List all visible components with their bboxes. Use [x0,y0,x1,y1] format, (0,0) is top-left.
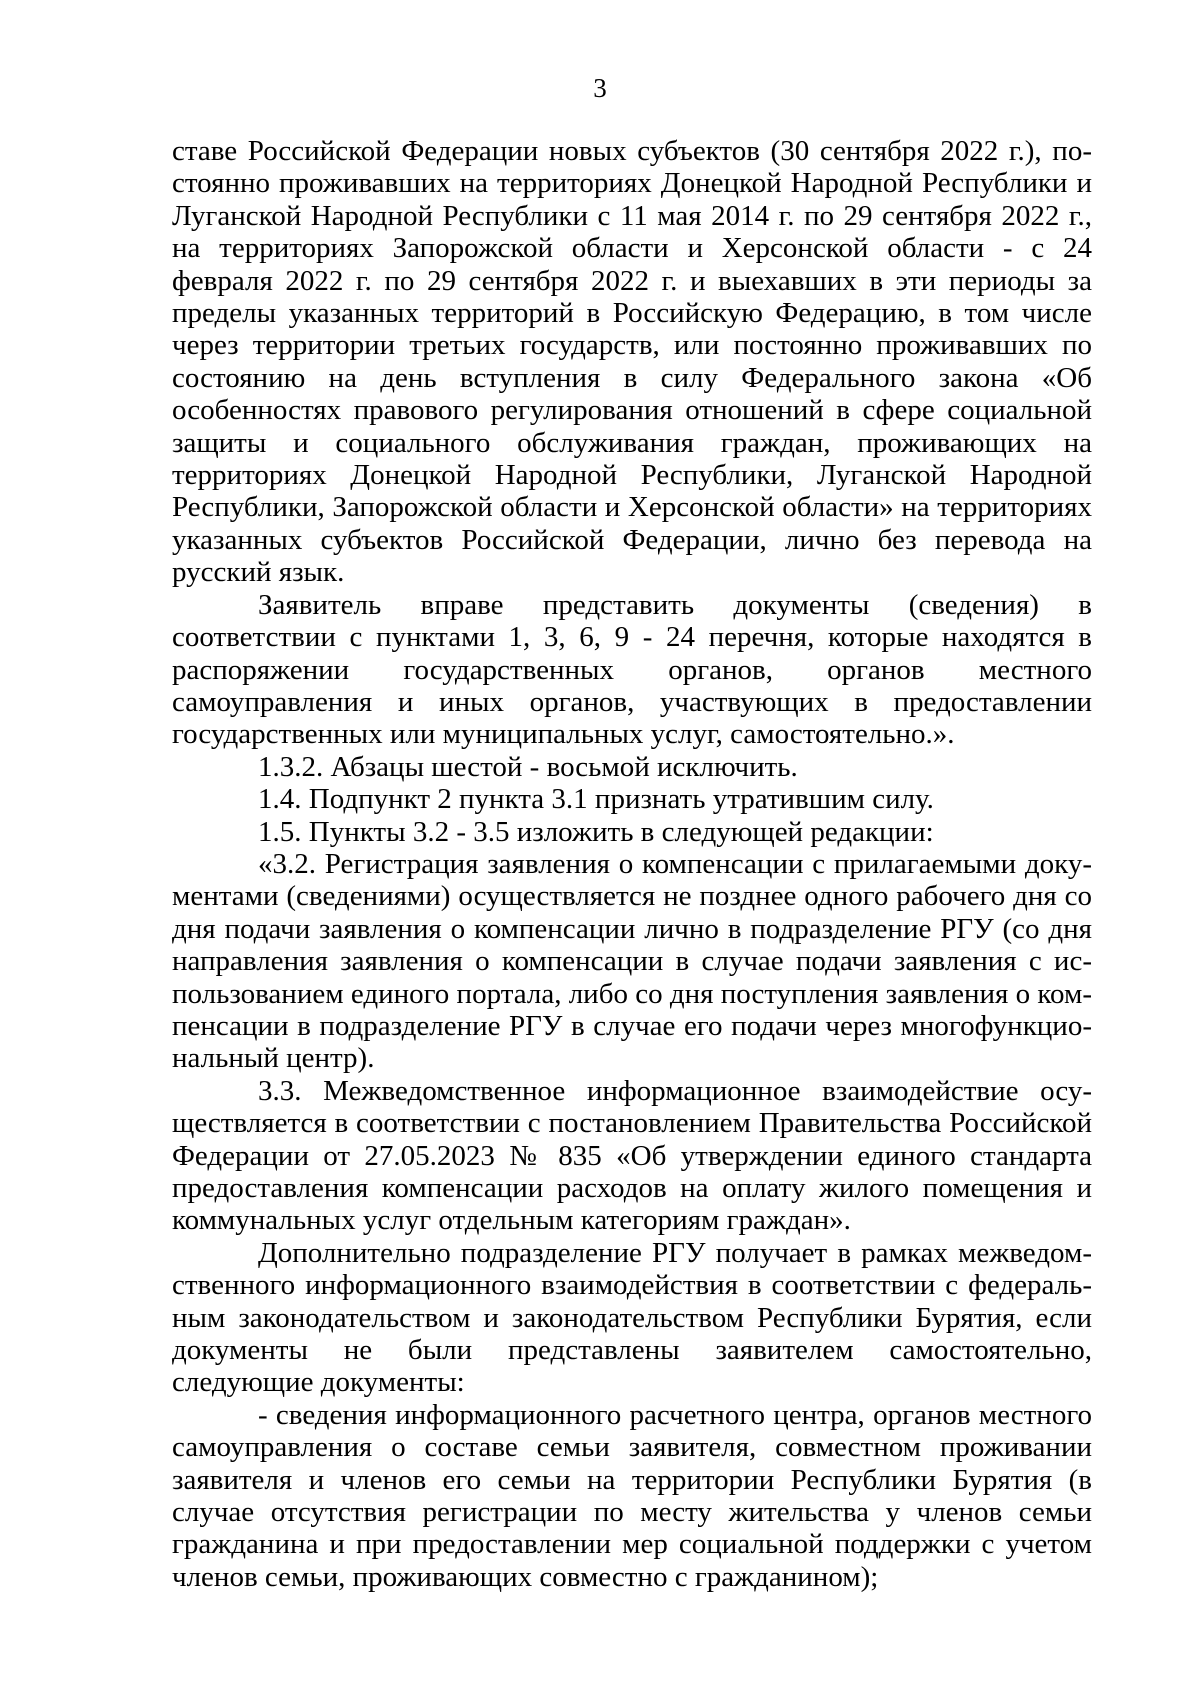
paragraph-4: 1.4. Подпункт 2 пункта 3.1 признать утратившим силу. [258,783,934,816]
paragraph-9: - сведения информационного расчетного центра, органов местного самоуправления о составе семьи заявителя, совместном проживании заявителя и членов его семьи на территории Республики Бурятия (в случае отсутствия регистрации по месту жительства у членов семьи гражданина и при предоставлении мер социальной поддержки с учетом членов семьи, проживающих совместно с гражданином); [172,1398,1092,1593]
paragraph-6: «3.2. Регистрация заявления о компенсации с прилагаемыми документами (сведениями) осуществляется не позднее одного рабочего дня со дня подачи заявления о компенсации лично в подразделение РГУ (со дня направления заявления о компенсации в случае подачи заявления с использованием единого портала, либо со дня поступления заявления о компенсации в подразделение РГУ в случае его подачи через многофункциональный центр). [172,847,1092,1075]
paragraph-1: ставе Российской Федерации новых субъектов (30 сентября 2022 г.), постоянно проживавших на территориях Донецкой Народной Республики и Луганской Народной Республики с 11 мая 2014 г. по 29 сентября 2022 г., на территориях Запорожской области и Херсонской области - с 24 февраля 2022 г. по 29 сентября 2022 г. и выехавших в эти периоды за пределы указанных территорий в Российскую Федерацию, в том числе через территории третьих государств, или постоянно проживавших по состоянию на день вступления в силу Федерального закона «Об особенностях правового регулирования отношений в сфере социальной защиты и социального обслуживания граждан, проживающих на территориях Донецкой Народной Республики, Луганской Народной Республики, Запорожской области и Херсонской области» на территориях указанных субъектов Российской Федерации, лично без перевода на русский язык. [172,135,1092,589]
paragraph-3: 1.3.2. Абзацы шестой - восьмой исключить. [258,750,798,783]
document-body [172,135,1092,1593]
paragraph-2: Заявитель вправе представить документы (сведения) в соответствии с пунктами 1, 3, 6, 9 - 24 перечня, которые находятся в распоряжении государственных органов, органов местного самоуправления и иных органов, участвующих в предоставлении государственных или муниципальных услуг, самостоятельно.». [172,588,1092,751]
paragraph-7: 3.3. Межведомственное информационное взаимодействие осуществляется в соответствии с постановлением Правительства Российской Федерации от 27.05.2023 № 835 «Об утверждении единого стандарта предоставления компенсации расходов на оплату жилого помещения и коммунальных услуг отдельным категориям граждан». [172,1074,1092,1237]
paragraph-8: Дополнительно подразделение РГУ получает в рамках межведомственного информационного взаимодействия в соответствии с федеральным законодательством и законодательством Республики Бурятия, если документы не были представлены заявителем самостоятельно, следующие документы: [172,1236,1092,1399]
paragraph-5: 1.5. Пункты 3.2 - 3.5 изложить в следующей редакции: [258,815,934,848]
page-number: 3 [593,73,607,103]
